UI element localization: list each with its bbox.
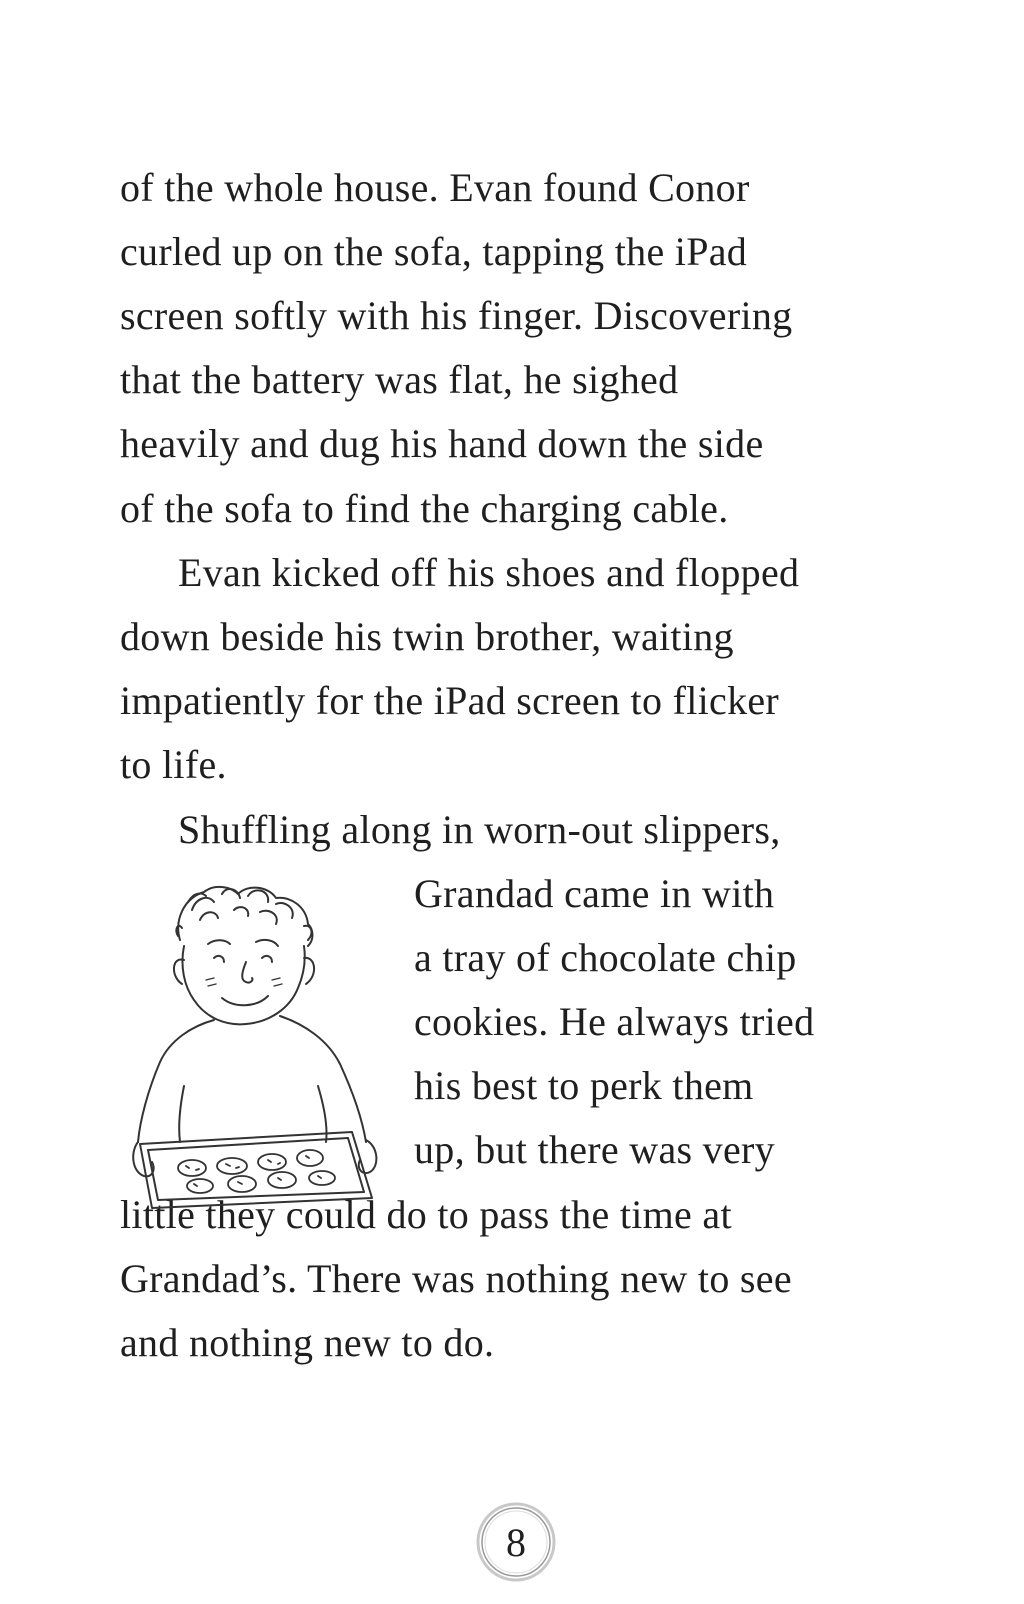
- eyebrow: [256, 940, 278, 946]
- tray: [148, 1138, 364, 1200]
- text-line: screen softly with his finger. Discovering: [120, 293, 793, 338]
- eye: [262, 956, 272, 962]
- smile: [222, 996, 268, 1005]
- text-line: impatiently for the iPad screen to flicker: [120, 678, 780, 723]
- text-line: Evan kicked off his shoes and flopped: [178, 550, 800, 595]
- body-outline: [280, 1016, 366, 1142]
- text-line: that the battery was flat, he sighed: [120, 357, 679, 402]
- nose: [242, 962, 252, 983]
- text-line: and nothing new to do.: [120, 1320, 495, 1365]
- arm-line: [179, 1086, 326, 1142]
- eyebrow: [208, 940, 230, 944]
- text-line: Grandad came in with: [414, 871, 775, 916]
- body-outline: [138, 1020, 214, 1142]
- cheek: [206, 978, 216, 986]
- cookies: [178, 1150, 335, 1193]
- text-line: Shuffling along in worn-out slippers,: [178, 807, 781, 852]
- text-line: of the sofa to find the charging cable.: [120, 486, 729, 531]
- hand: [359, 1140, 377, 1173]
- text-line: cookies. He always tried: [414, 999, 815, 1044]
- cheek: [272, 978, 282, 986]
- text-line: to life.: [120, 742, 227, 787]
- page-number: 8: [506, 1519, 526, 1565]
- text-line: Grandad’s. There was nothing new to see: [120, 1256, 792, 1301]
- head-outline: [182, 946, 304, 1024]
- text-line: a tray of chocolate chip: [414, 935, 797, 980]
- text-line: his best to perk them: [414, 1063, 754, 1108]
- text-line: heavily and dug his hand down the side: [120, 421, 764, 466]
- text-line: of the whole house. Evan found Conor: [120, 165, 750, 210]
- grandad-illustration: [122, 880, 392, 1210]
- page-number-badge: [474, 1500, 558, 1584]
- text-line: up, but there was very: [414, 1127, 775, 1172]
- text-line: down beside his twin brother, waiting: [120, 614, 734, 659]
- hair-stroke: [192, 889, 293, 924]
- text-line: little they could do to pass the time at: [120, 1192, 732, 1237]
- text-line: curled up on the sofa, tapping the iPad: [120, 229, 748, 274]
- eye: [214, 956, 224, 962]
